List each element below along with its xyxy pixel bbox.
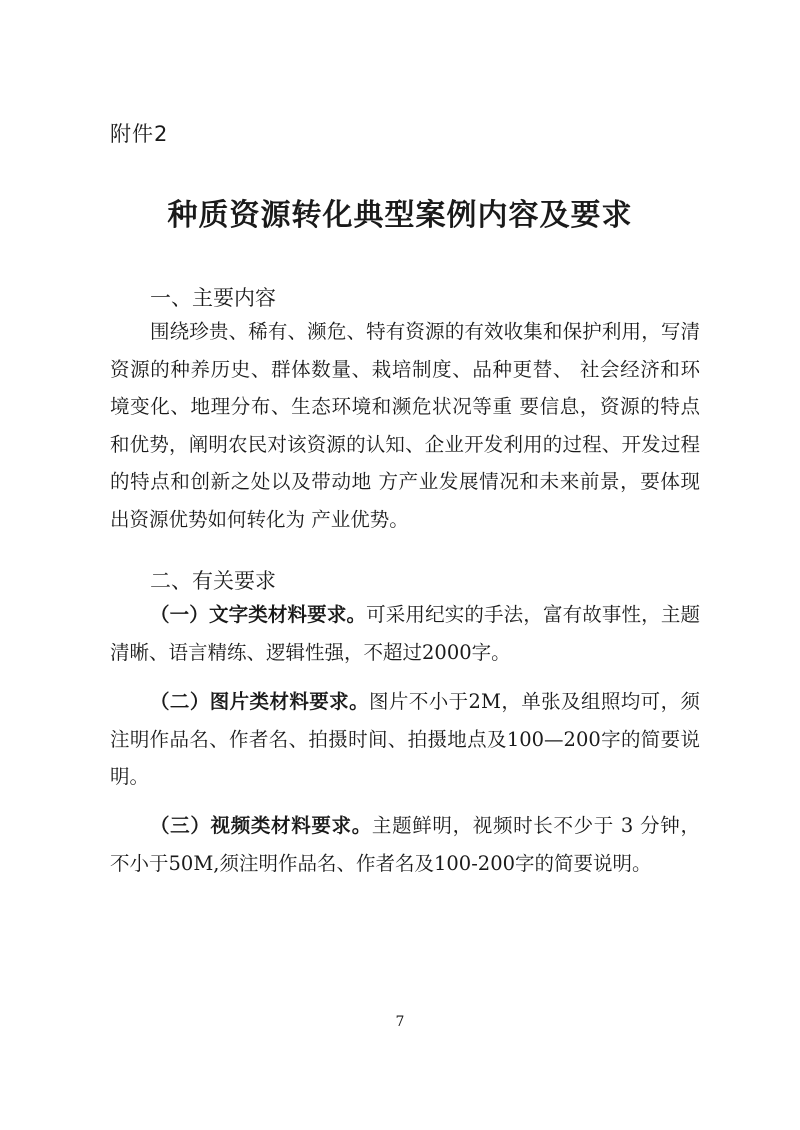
attachment-label: 附件2 <box>110 122 169 146</box>
requirement-item-video <box>110 807 700 882</box>
requirement-item-lead: （二）图片类材料要求。 <box>150 690 369 713</box>
section-heading-requirements: 二、有关要求 <box>150 569 276 593</box>
document-title: 种质资源转化典型案例内容及要求 <box>167 198 633 233</box>
requirement-item-text <box>110 596 700 671</box>
requirement-item-lead: （一）文字类材料要求。 <box>150 603 367 626</box>
page-number: 7 <box>395 1014 405 1030</box>
requirement-item-image <box>110 683 700 796</box>
requirement-item-lead: （三）视频类材料要求。 <box>150 814 372 837</box>
requirement-item-body: 主题鲜明，视频时长不少于 3 分钟，不小于50M,须注明作品名、作者名及100-200字的简要说明。 <box>110 814 700 875</box>
requirement-item-body: 可采用纪实的手法，富有故事性，主题清晰、语言精练、逻辑性强，不超过2000字。 <box>110 603 700 664</box>
main-content-paragraph: 围绕珍贵、稀有、濒危、特有资源的有效收集和保护利用，写清资源的种养历史、群体数量、栽培制度、品种更替、 社会经济和环境变化、地理分布、生态环境和濒危状况等重 要信息，资源的特点和优势，阐明农民对该资源的认知、企业开发利用的过程、开发过程的特点和创新之处以及带动地 方产业发展情况和未来前景，要体现出资源优势如何转化为 产业优势。 <box>110 320 700 531</box>
requirement-item-body: 图片不小于2M，单张及组照均可，须注明作品名、作者名、拍摄时间、拍摄地点及100—200字的简要说明。 <box>110 690 700 788</box>
section-heading-main-content: 一、主要内容 <box>150 286 276 310</box>
